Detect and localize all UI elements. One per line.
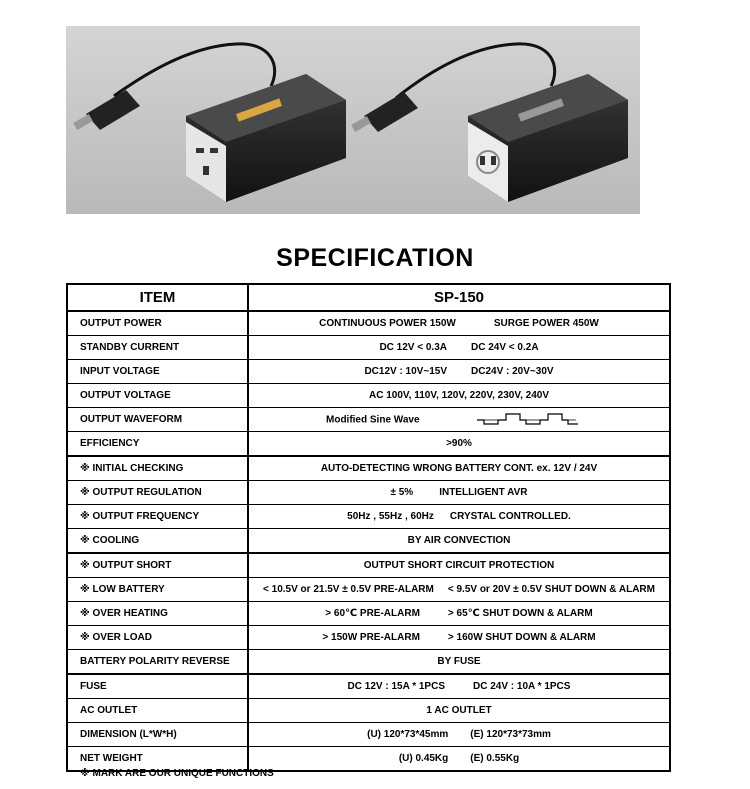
table-row <box>67 384 670 408</box>
table-row <box>67 456 670 481</box>
row-value: DC 12V < 0.3A DC 24V < 0.2A <box>248 336 670 360</box>
spec-table <box>66 283 671 772</box>
table-row <box>67 723 670 747</box>
table-row <box>67 553 670 578</box>
row-label: NET WEIGHT <box>67 747 248 772</box>
row-label: OUTPUT VOLTAGE <box>67 384 248 408</box>
row-value: BY FUSE <box>248 650 670 675</box>
table-row <box>67 529 670 554</box>
row-label: STANDBY CURRENT <box>67 336 248 360</box>
table-row <box>67 674 670 699</box>
table-row <box>67 408 670 432</box>
inverter-illustration <box>66 26 640 214</box>
row-value: Modified Sine Wave <box>248 408 670 432</box>
row-label: INPUT VOLTAGE <box>67 360 248 384</box>
row-label: ※ OUTPUT REGULATION <box>67 481 248 505</box>
row-value: CONTINUOUS POWER 150W SURGE POWER 450W <box>248 311 670 336</box>
table-row <box>67 311 670 336</box>
row-value: (U) 0.45Kg (E) 0.55Kg <box>248 747 670 772</box>
row-value: AC 100V, 110V, 120V, 220V, 230V, 240V <box>248 384 670 408</box>
row-label: ※ OVER HEATING <box>67 602 248 626</box>
row-value: DC12V : 10V~15V DC24V : 20V~30V <box>248 360 670 384</box>
table-row <box>67 481 670 505</box>
row-label: EFFICIENCY <box>67 432 248 457</box>
table-row <box>67 578 670 602</box>
row-value: OUTPUT SHORT CIRCUIT PROTECTION <box>248 553 670 578</box>
page-title: SPECIFICATION <box>276 244 474 272</box>
product-photo <box>66 26 640 214</box>
table-row <box>67 699 670 723</box>
row-value: AUTO-DETECTING WRONG BATTERY CONT. ex. 12V / 24V <box>248 456 670 481</box>
table-row <box>67 626 670 650</box>
row-value: (U) 120*73*45mm (E) 120*73*73mm <box>248 723 670 747</box>
row-label: AC OUTLET <box>67 699 248 723</box>
table-row <box>67 602 670 626</box>
row-label: ※ OUTPUT FREQUENCY <box>67 505 248 529</box>
row-label: BATTERY POLARITY REVERSE <box>67 650 248 675</box>
row-label: DIMENSION (L*W*H) <box>67 723 248 747</box>
row-label: ※ OUTPUT SHORT <box>67 553 248 578</box>
row-value: >90% <box>248 432 670 457</box>
row-value: DC 12V : 15A * 1PCS DC 24V : 10A * 1PCS <box>248 674 670 699</box>
header-model: SP-150 <box>248 284 670 311</box>
row-value: 1 AC OUTLET <box>248 699 670 723</box>
row-label: ※ INITIAL CHECKING <box>67 456 248 481</box>
table-row <box>67 360 670 384</box>
table-row <box>67 505 670 529</box>
table-row <box>67 336 670 360</box>
row-value: < 10.5V or 21.5V ± 0.5V PRE-ALARM < 9.5V or 20V ± 0.5V SHUT DOWN & ALARM <box>248 578 670 602</box>
row-label: ※ COOLING <box>67 529 248 554</box>
table-header <box>67 284 670 311</box>
footnote: ※ MARK ARE OUR UNIQUE FUNCTIONS <box>80 768 274 779</box>
row-label: ※ LOW BATTERY <box>67 578 248 602</box>
row-value: 50Hz , 55Hz , 60Hz CRYSTAL CONTROLLED. <box>248 505 670 529</box>
row-label: OUTPUT WAVEFORM <box>67 408 248 432</box>
table-row <box>67 650 670 675</box>
header-item: ITEM <box>67 284 248 311</box>
table-row <box>67 432 670 457</box>
row-value: ± 5% INTELLIGENT AVR <box>248 481 670 505</box>
row-value: > 60℃ PRE-ALARM > 65℃ SHUT DOWN & ALARM <box>248 602 670 626</box>
waveform-icon <box>476 412 580 428</box>
row-label: ※ OVER LOAD <box>67 626 248 650</box>
row-value: > 150W PRE-ALARM > 160W SHUT DOWN & ALARM <box>248 626 670 650</box>
row-label: OUTPUT POWER <box>67 311 248 336</box>
row-value: BY AIR CONVECTION <box>248 529 670 554</box>
row-label: FUSE <box>67 674 248 699</box>
